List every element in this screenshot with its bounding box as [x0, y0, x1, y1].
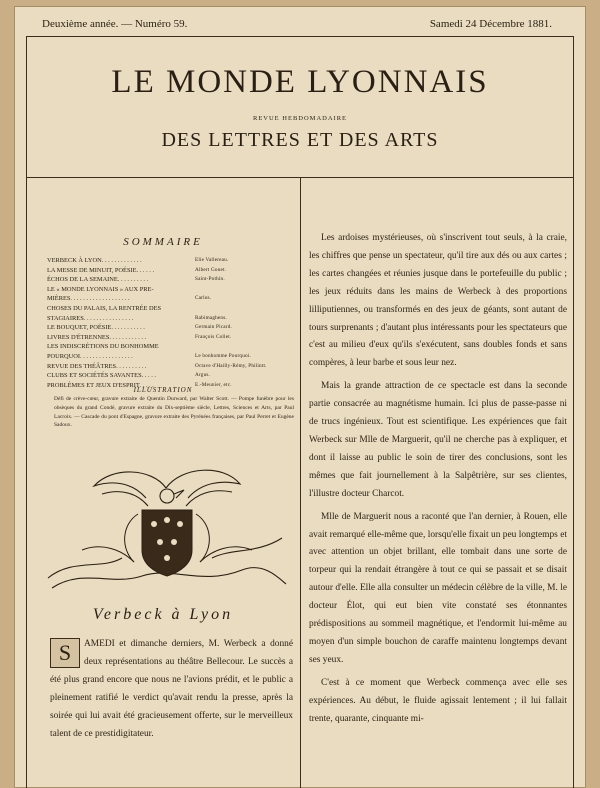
- issue-line: [26, 6, 574, 36]
- issue-number: Deuxième année. — Numéro 59.: [42, 18, 188, 30]
- eagle-coat-of-arms-icon: [42, 458, 290, 598]
- sommaire-list: [47, 256, 297, 390]
- list-item: REVUE DES THÉÂTRES. . . . . . . . . . Octave d'Hailly-Rémy, Philintt.: [47, 362, 267, 370]
- list-item: VERBECK À LYON. . . . . . . . . . . . . Elie Vallereau.: [47, 257, 229, 264]
- article-lead-text: AMEDI et dimanche derniers, M. Werbeck a donné deux représentations au théâtre Bellecour. Le succès a été plus grand encore que nous ne l'avions prédit, et le public a pleinement ratifié le verdict qu'avait rendu la presse, après la soirée qui lui avait été gracieusement offerte, sur le merveilleux talent de ce prestidigitateur.: [50, 639, 293, 739]
- masthead-subtitle: DES LETTRES ET DES ARTS: [161, 129, 439, 151]
- paragraph: Mais la grande attraction de ce spectacle est dans la seconde partie consacrée au magnétisme humain. Ici plus de passe-passe ni de trucs ingénieux. Tout est scientifique. Les expériences que fait Werbeck sur Mlle de Marguerit, qu'il ne cherche pas à expliquer, et dont il laisse au public le soin de tirer des conclusions, sont les mêmes que fait journellement à la Salpêtrière, sur ses clientes, l'illustre docteur Charcot.: [309, 381, 567, 499]
- paragraph: Les ardoises mystérieuses, où s'inscrivent tout seuls, à la craie, les chiffres que pense un spectateur, qu'il tire aux dés ou aux cartes ; les cartes changées et réunies jusque dans le portefeuille du public ; les jeux réduits dans les mains de Werbeck à des proportions lilliputiennes, ou transformés en des jeux de géants, sont autant de tours surprenants ; d'autant plus intéressants pour les spectateurs que c'est au milieu d'eux qu'ils s'exécutent, sans doubles fonds et sans compères, à leur barbe et sous leur nez.: [309, 233, 567, 369]
- list-item: LIVRES D'ÉTRENNES. . . . . . . . . . . . François Collet.: [47, 333, 232, 341]
- list-item: PROBLÈMES ET JEUX D'ESPRIT. . . . . E.-Meunier, etc.: [47, 381, 232, 389]
- list-item: LA MESSE DE MINUIT, POÉSIE. . . . . . Albert Gonet.: [47, 266, 227, 274]
- list-item: LE BOUQUET, POÉSIE. . . . . . . . . . . Germain Picard.: [47, 324, 232, 332]
- article-title: Verbeck à Lyon: [92, 606, 234, 623]
- paragraph: C'est à ce moment que Werbeck commença avec elle ses expériences. Au début, le fluide agissait lentement ; il lui fallait trente, quarante, cinquante mi-: [309, 677, 567, 724]
- issue-date: Samedi 24 Décembre 1881.: [429, 18, 552, 30]
- sommaire-heading: SOMMAIRE: [123, 236, 203, 248]
- article-left-column: [50, 636, 293, 743]
- list-item: LES INDISCRÉTIONS DU BONHOMME: [47, 343, 159, 351]
- masthead-title: LE MONDE LYONNAIS: [111, 64, 489, 100]
- article-heading: [26, 606, 300, 624]
- illustration-text: Défi de crève-cœur, gravure extraite de Quentin Durward, par Walter Scott. — Pompe funèbre pour les obsèques du grand Condé, gravure extraite du Dix-septième siècle, Lettres, Sciences et Arts, par Paul Lacroix. — Cascade du pont d'Espagne, gravure extraite des Pyrénées françaises, par Paul Perret et Eugène Sadoux.: [54, 396, 294, 429]
- list-item: ÉCHOS DE LA SEMAINE. . . . . . . . . . Saint-Pothin.: [47, 276, 225, 284]
- article-right-column: [309, 230, 567, 733]
- list-item: POURQUOI. . . . . . . . . . . . . . . . . Le bonhomme Pourquoi.: [47, 352, 251, 360]
- list-item: LE « MONDE LYONNAIS » AUX PRE-: [47, 285, 154, 293]
- list-item: MIÈRES. . . . . . . . . . . . . . . . . . . Carlos.: [47, 295, 212, 303]
- masthead-subtitle-small: REVUE HEBDOMADAIRE: [252, 115, 347, 122]
- list-item: CLUBS ET SOCIÉTÉS SAVANTES. . . . . Argus.: [47, 372, 211, 380]
- illustration-heading: ILLUSTRATION: [133, 386, 193, 394]
- newspaper-page: [14, 6, 586, 788]
- list-item: STAGIAIRES. . . . . . . . . . . . . . . . Rabimaghens.: [47, 314, 227, 322]
- column-divider: [300, 177, 301, 788]
- dropcap: S: [50, 638, 80, 668]
- paragraph: Mlle de Marguerit nous a raconté que l'an dernier, à Rouen, elle avait remarqué elle-même que, lorsqu'elle fixait un peu longtemps et avec attention un objet brillant, elle tombait dans une sorte de torpeur qui la rendait étrangère à tout ce qui se passait et se disait autour d'elle. Elle alla consulter un médecin célèbre de la ville, M. le docteur Élot, qui eut bien vite constaté ses étonnantes prédispositions au sommeil magnétique, et l'endormit lui-même au moyen d'un simple bouchon de caraffe maintenu longtemps devant ses yeux.: [309, 511, 567, 665]
- list-item: CHOSES DU PALAIS, LA RENTRÉE DES: [47, 304, 162, 312]
